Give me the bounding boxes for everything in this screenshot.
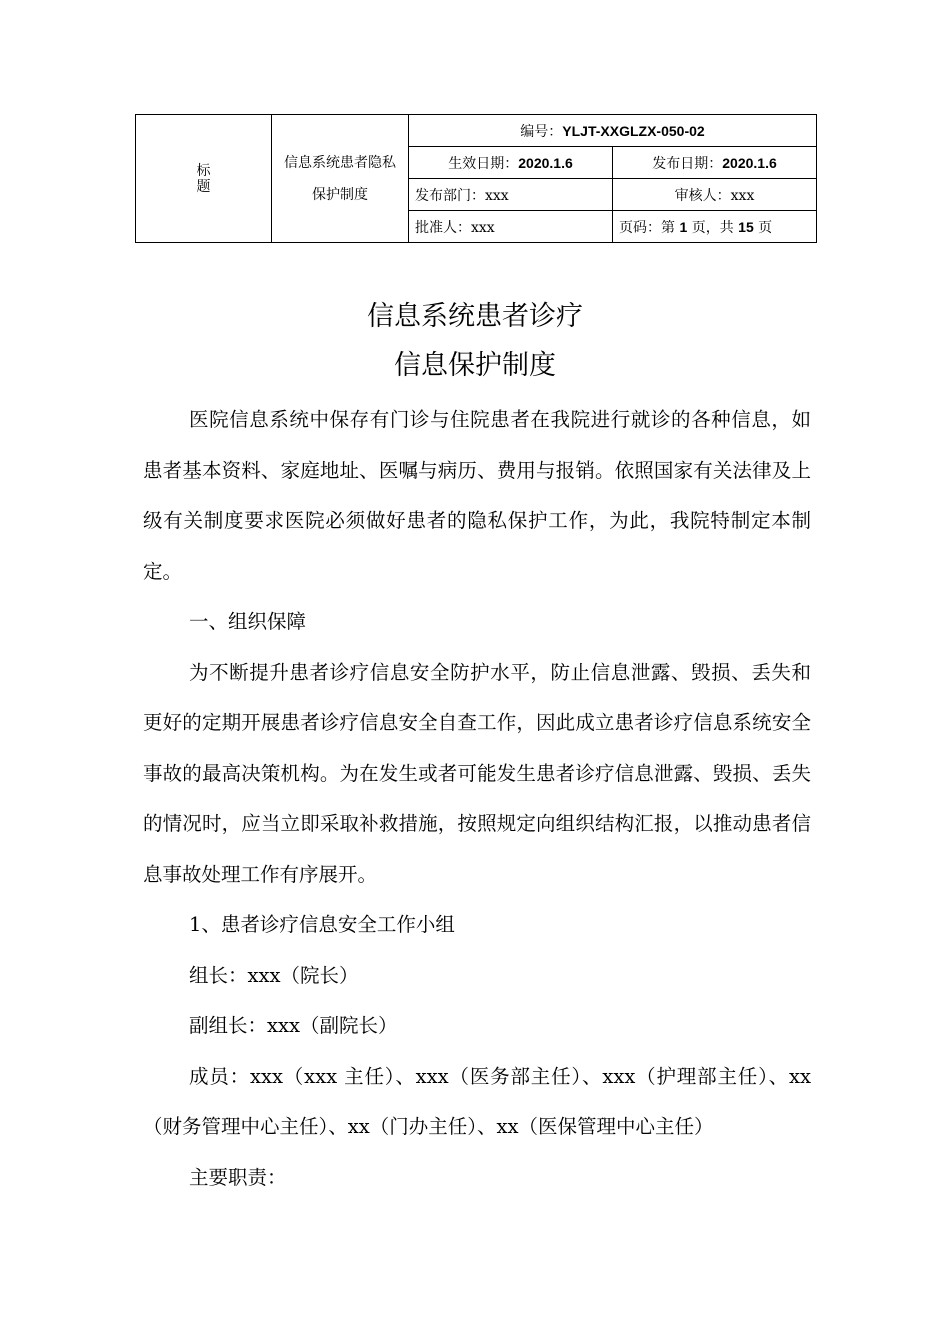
approver-cell (409, 211, 613, 243)
page-number-prefix: 页码：第 (619, 219, 680, 236)
document-code-cell (409, 115, 817, 147)
department-cell (409, 179, 613, 211)
page-number-cell (613, 211, 817, 243)
intro-paragraph: 医院信息系统中保存有门诊与住院患者在我院进行就诊的各种信息，如患者基本资料、家庭地址、医嘱与病历、费用与报销。依照国家有关法律及上级有关制度要求医院必须做好患者的隐私保护工作，为此，我院特制定本制定。 (143, 408, 811, 583)
document-title-line-1: 信息系统患者诊疗 (367, 301, 583, 332)
effective-date-label: 生效日期： (448, 155, 519, 172)
document-title-line-2: 信息保护制度 (394, 350, 556, 381)
subsection-heading: 1、患者诊疗信息安全工作小组 (189, 913, 455, 936)
team-deputy-leader: 副组长：xxx（副院长） (189, 1014, 398, 1037)
page-number-middle: 页，共 (687, 219, 739, 236)
publish-date: 2020.1.6 (722, 154, 777, 171)
header-title-cell (272, 115, 409, 243)
document-body (143, 395, 811, 1203)
document-code-label: 编号： (520, 123, 563, 140)
section-paragraph: 为不断提升患者诊疗信息安全防护水平，防止信息泄露、毁损、丢失和更好的定期开展患者诊疗信息安全自查工作，因此成立患者诊疗信息系统安全事故的最高决策机构。为在发生或者可能发生患者诊疗信息泄露、毁损、丢失的情况时，应当立即采取补救措施，按照规定向组织结构汇报，以推动患者信息事故处理工作有序展开。 (143, 660, 811, 886)
team-members: 成员：xxx（xxx 主任）、xxx（医务部主任）、xxx（护理部主任）、xx（财务管理中心主任）、xx（门办主任）、xx（医保管理中心主任） (143, 1064, 811, 1138)
reviewer: 审核人：xxx (674, 187, 755, 204)
effective-date-cell (409, 147, 613, 179)
header-label-cell (136, 115, 272, 243)
document-code: YLJT-XXGLZX-050-02 (562, 122, 705, 139)
page-total: 15 (738, 218, 754, 235)
effective-date: 2020.1.6 (518, 154, 573, 171)
publish-date-label: 发布日期： (652, 155, 723, 172)
document-header-table (135, 114, 817, 243)
page-current: 1 (679, 218, 688, 235)
header-title: 信息系统患者隐私保护制度 (284, 154, 396, 203)
main-duties-heading: 主要职责： (189, 1165, 287, 1189)
department: 发布部门：xxx (415, 187, 509, 204)
approver: 批准人：xxx (415, 219, 495, 236)
publish-date-cell (613, 147, 817, 179)
header-label: 标题 (196, 162, 211, 195)
reviewer-cell (613, 179, 817, 211)
page-number-suffix: 页 (753, 219, 773, 236)
section-heading: 一、组织保障 (189, 610, 307, 633)
team-leader: 组长：xxx（院长） (189, 963, 359, 987)
